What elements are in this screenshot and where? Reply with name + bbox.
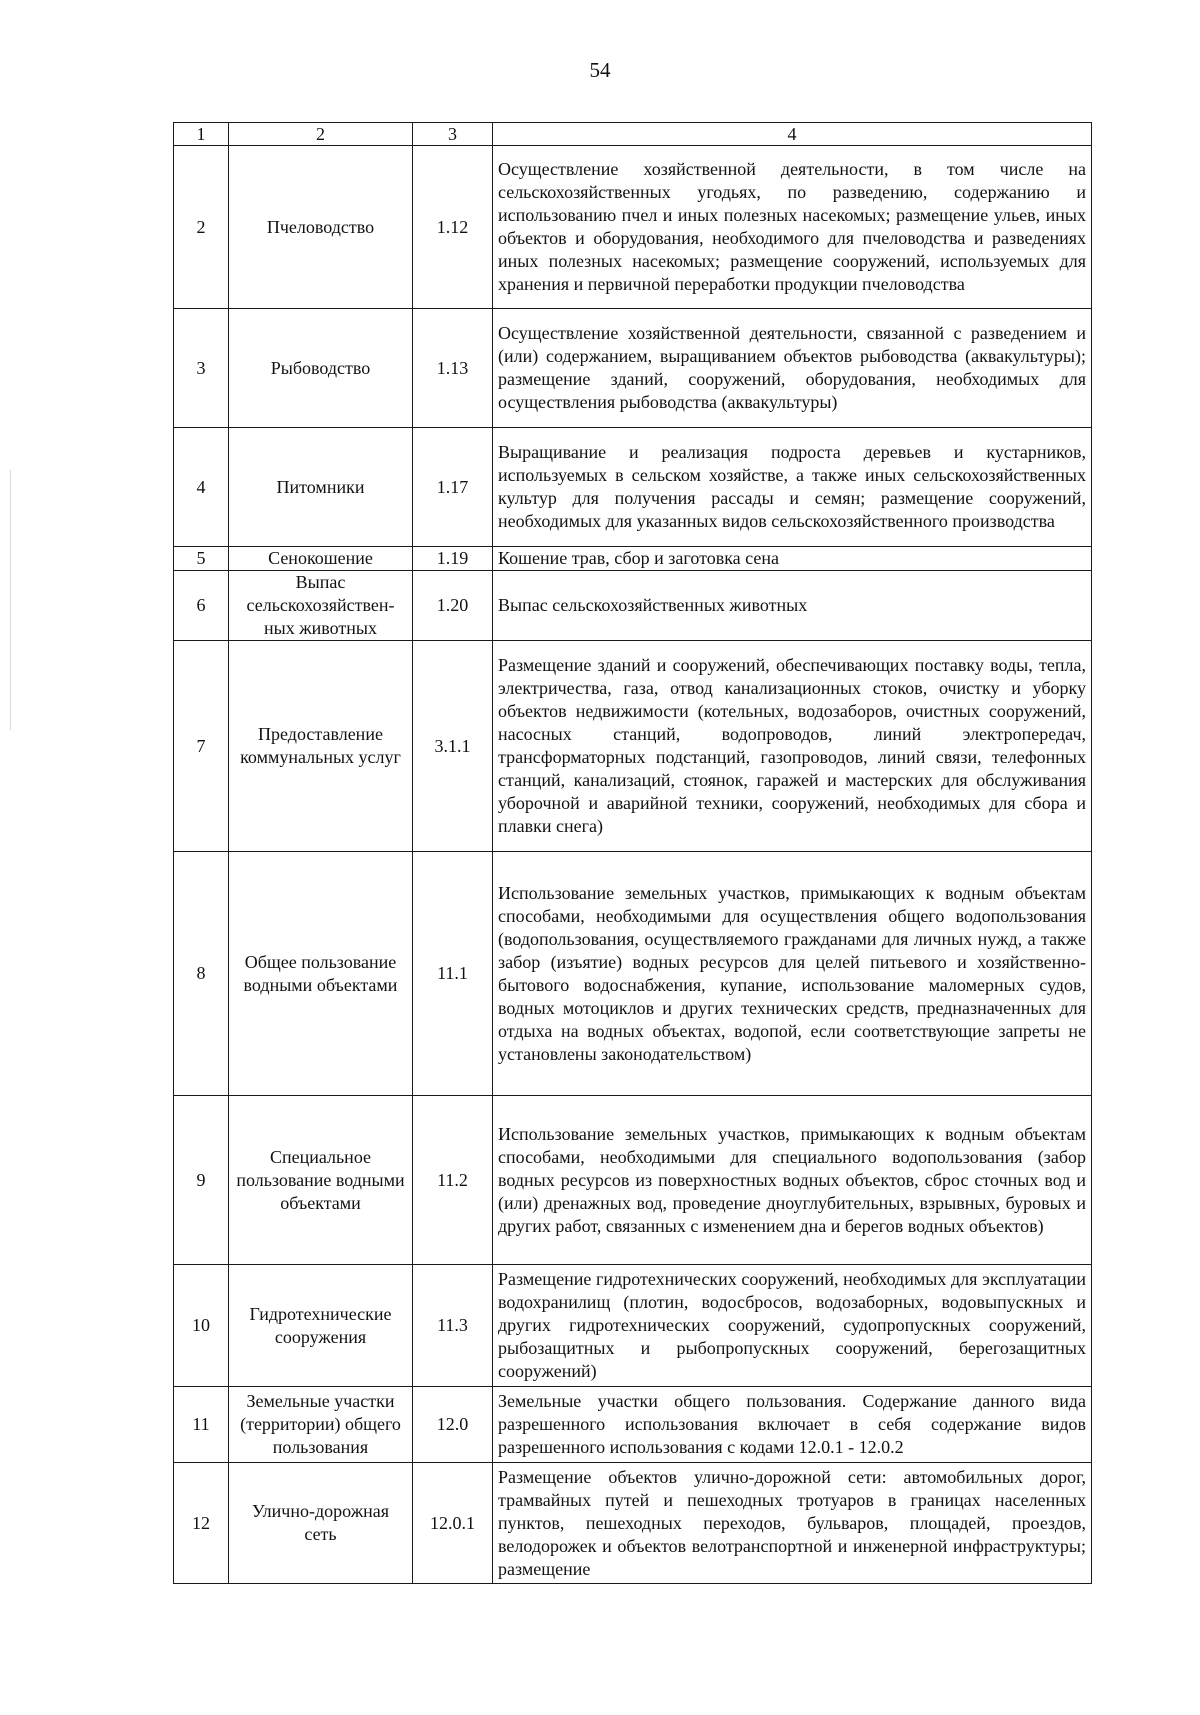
row-description: Размещение зданий и сооружений, обеспечивающих поставку воды, тепла, электричества, газа, отвод канализационных стоков, очистку и уборку объектов недвижимости (котельных, водозаборов, очистных сооружений, насосных станций, водопроводов, линий электропередач, трансформаторных подстанций, газопроводов, линий связи, телефонных станций, канализаций, стоянок, гаражей и мастерских для обслуживания уборочной и аварийной техники, сооружений, необходимых для сбора и плавки снега) xyxy=(493,641,1092,852)
row-name: Предоставление коммунальных услуг xyxy=(229,641,413,852)
row-number: 10 xyxy=(174,1265,229,1387)
page-number: 54 xyxy=(589,58,611,82)
table-row xyxy=(174,309,1092,428)
row-description: Размещение объектов улично-дорожной сети: автомобильных дорог, трамвайных путей и пешеходных тротуаров в границах населенных пунктов, пешеходных переходов, бульваров, площадей, проездов, велодорожек и объектов велотранспортной и инженерной инфраструктуры; размещение xyxy=(493,1463,1092,1584)
row-number: 3 xyxy=(174,309,229,428)
row-name: Гидротехнические сооружения xyxy=(229,1265,413,1387)
row-code: 1.13 xyxy=(413,309,493,428)
row-description: Выращивание и реализация подроста деревьев и кустарников, используемых в сельском хозяйстве, а также иных сельскохозяйственных культур для получения рассады и семян; размещение сооружений, необходимых для указанных видов сельскохозяйственного производства xyxy=(493,428,1092,547)
row-description: Осуществление хозяйственной деятельности, в том числе на сельскохозяйственных угодьях, по разведению, содержанию и использованию пчел и иных полезных насекомых; размещение ульев, иных объектов и оборудования, необходимого для пчеловодства и разведениях иных полезных насекомых; размещение сооружений, используемых для хранения и первичной переработки продукции пчеловодства xyxy=(493,146,1092,309)
header-col-2: 2 xyxy=(229,123,413,146)
row-number: 8 xyxy=(174,852,229,1096)
scan-edge-mark xyxy=(10,470,11,730)
row-number: 4 xyxy=(174,428,229,547)
header-col-1: 1 xyxy=(174,123,229,146)
row-number: 6 xyxy=(174,571,229,641)
header-col-3: 3 xyxy=(413,123,493,146)
row-name: Выпас сельскохозяйствен-ных животных xyxy=(229,571,413,641)
row-description: Использование земельных участков, примыкающих к водным объектам способами, необходимыми для осуществления общего водопользования (водопользования, осуществляемого гражданами для личных нужд, а также забор (изъятие) водных ресурсов для целей питьевого и хозяйственно-бытового водоснабжения, купание, использование маломерных судов, водных мотоциклов и других технических средств, предназначенных для отдыха на водных объектах, водопой, если соответствующие запреты не установлены законодательством) xyxy=(493,852,1092,1096)
row-description: Использование земельных участков, примыкающих к водным объектам способами, необходимыми для специального водопользования (забор водных ресурсов из поверхностных водных объектов, сброс сточных вод и (или) дренажных вод, проведение дноуглубительных, взрывных, буровых и других работ, связанных с изменением дна и берегов водных объектов) xyxy=(493,1096,1092,1265)
row-number: 2 xyxy=(174,146,229,309)
row-description: Кошение трав, сбор и заготовка сена xyxy=(493,547,1092,571)
row-code: 12.0.1 xyxy=(413,1463,493,1584)
row-name: Улично-дорожная сеть xyxy=(229,1463,413,1584)
row-code: 1.17 xyxy=(413,428,493,547)
row-number: 7 xyxy=(174,641,229,852)
row-name: Питомники xyxy=(229,428,413,547)
table-row xyxy=(174,428,1092,547)
row-code: 1.19 xyxy=(413,547,493,571)
land-use-table xyxy=(173,122,1092,1584)
row-code: 11.1 xyxy=(413,852,493,1096)
table-row xyxy=(174,571,1092,641)
table-row xyxy=(174,1463,1092,1584)
row-name: Земельные участки (территории) общего пользования xyxy=(229,1387,413,1463)
row-code: 1.20 xyxy=(413,571,493,641)
row-name: Рыбоводство xyxy=(229,309,413,428)
row-number: 12 xyxy=(174,1463,229,1584)
row-code: 11.3 xyxy=(413,1265,493,1387)
row-code: 11.2 xyxy=(413,1096,493,1265)
row-name: Специальное пользование водными объектами xyxy=(229,1096,413,1265)
row-name: Общее пользование водными объектами xyxy=(229,852,413,1096)
row-name: Сенокошение xyxy=(229,547,413,571)
row-code: 3.1.1 xyxy=(413,641,493,852)
row-name: Пчеловодство xyxy=(229,146,413,309)
table-row xyxy=(174,852,1092,1096)
table-row xyxy=(174,1387,1092,1463)
table-row xyxy=(174,1265,1092,1387)
row-number: 5 xyxy=(174,547,229,571)
header-col-4: 4 xyxy=(493,123,1092,146)
row-description: Выпас сельскохозяйственных животных xyxy=(493,571,1092,641)
table-row xyxy=(174,146,1092,309)
table-row xyxy=(174,547,1092,571)
row-code: 12.0 xyxy=(413,1387,493,1463)
row-number: 11 xyxy=(174,1387,229,1463)
row-number: 9 xyxy=(174,1096,229,1265)
table-row xyxy=(174,1096,1092,1265)
row-description: Земельные участки общего пользования. Содержание данного вида разрешенного использования включает в себя содержание видов разрешенного использования с кодами 12.0.1 - 12.0.2 xyxy=(493,1387,1092,1463)
row-description: Размещение гидротехнических сооружений, необходимых для эксплуатации водохранилищ (плотин, водосбросов, водозаборных, водовыпускных и других гидротехнических сооружений, судопропускных сооружений, рыбозащитных и рыбопропускных сооружений, берегозащитных сооружений) xyxy=(493,1265,1092,1387)
row-code: 1.12 xyxy=(413,146,493,309)
table-header-row xyxy=(174,123,1092,146)
row-description: Осуществление хозяйственной деятельности, связанной с разведением и (или) содержанием, выращиванием объектов рыбоводства (аквакультуры); размещение зданий, сооружений, оборудования, необходимых для осуществления рыбоводства (аквакультуры) xyxy=(493,309,1092,428)
table-row xyxy=(174,641,1092,852)
